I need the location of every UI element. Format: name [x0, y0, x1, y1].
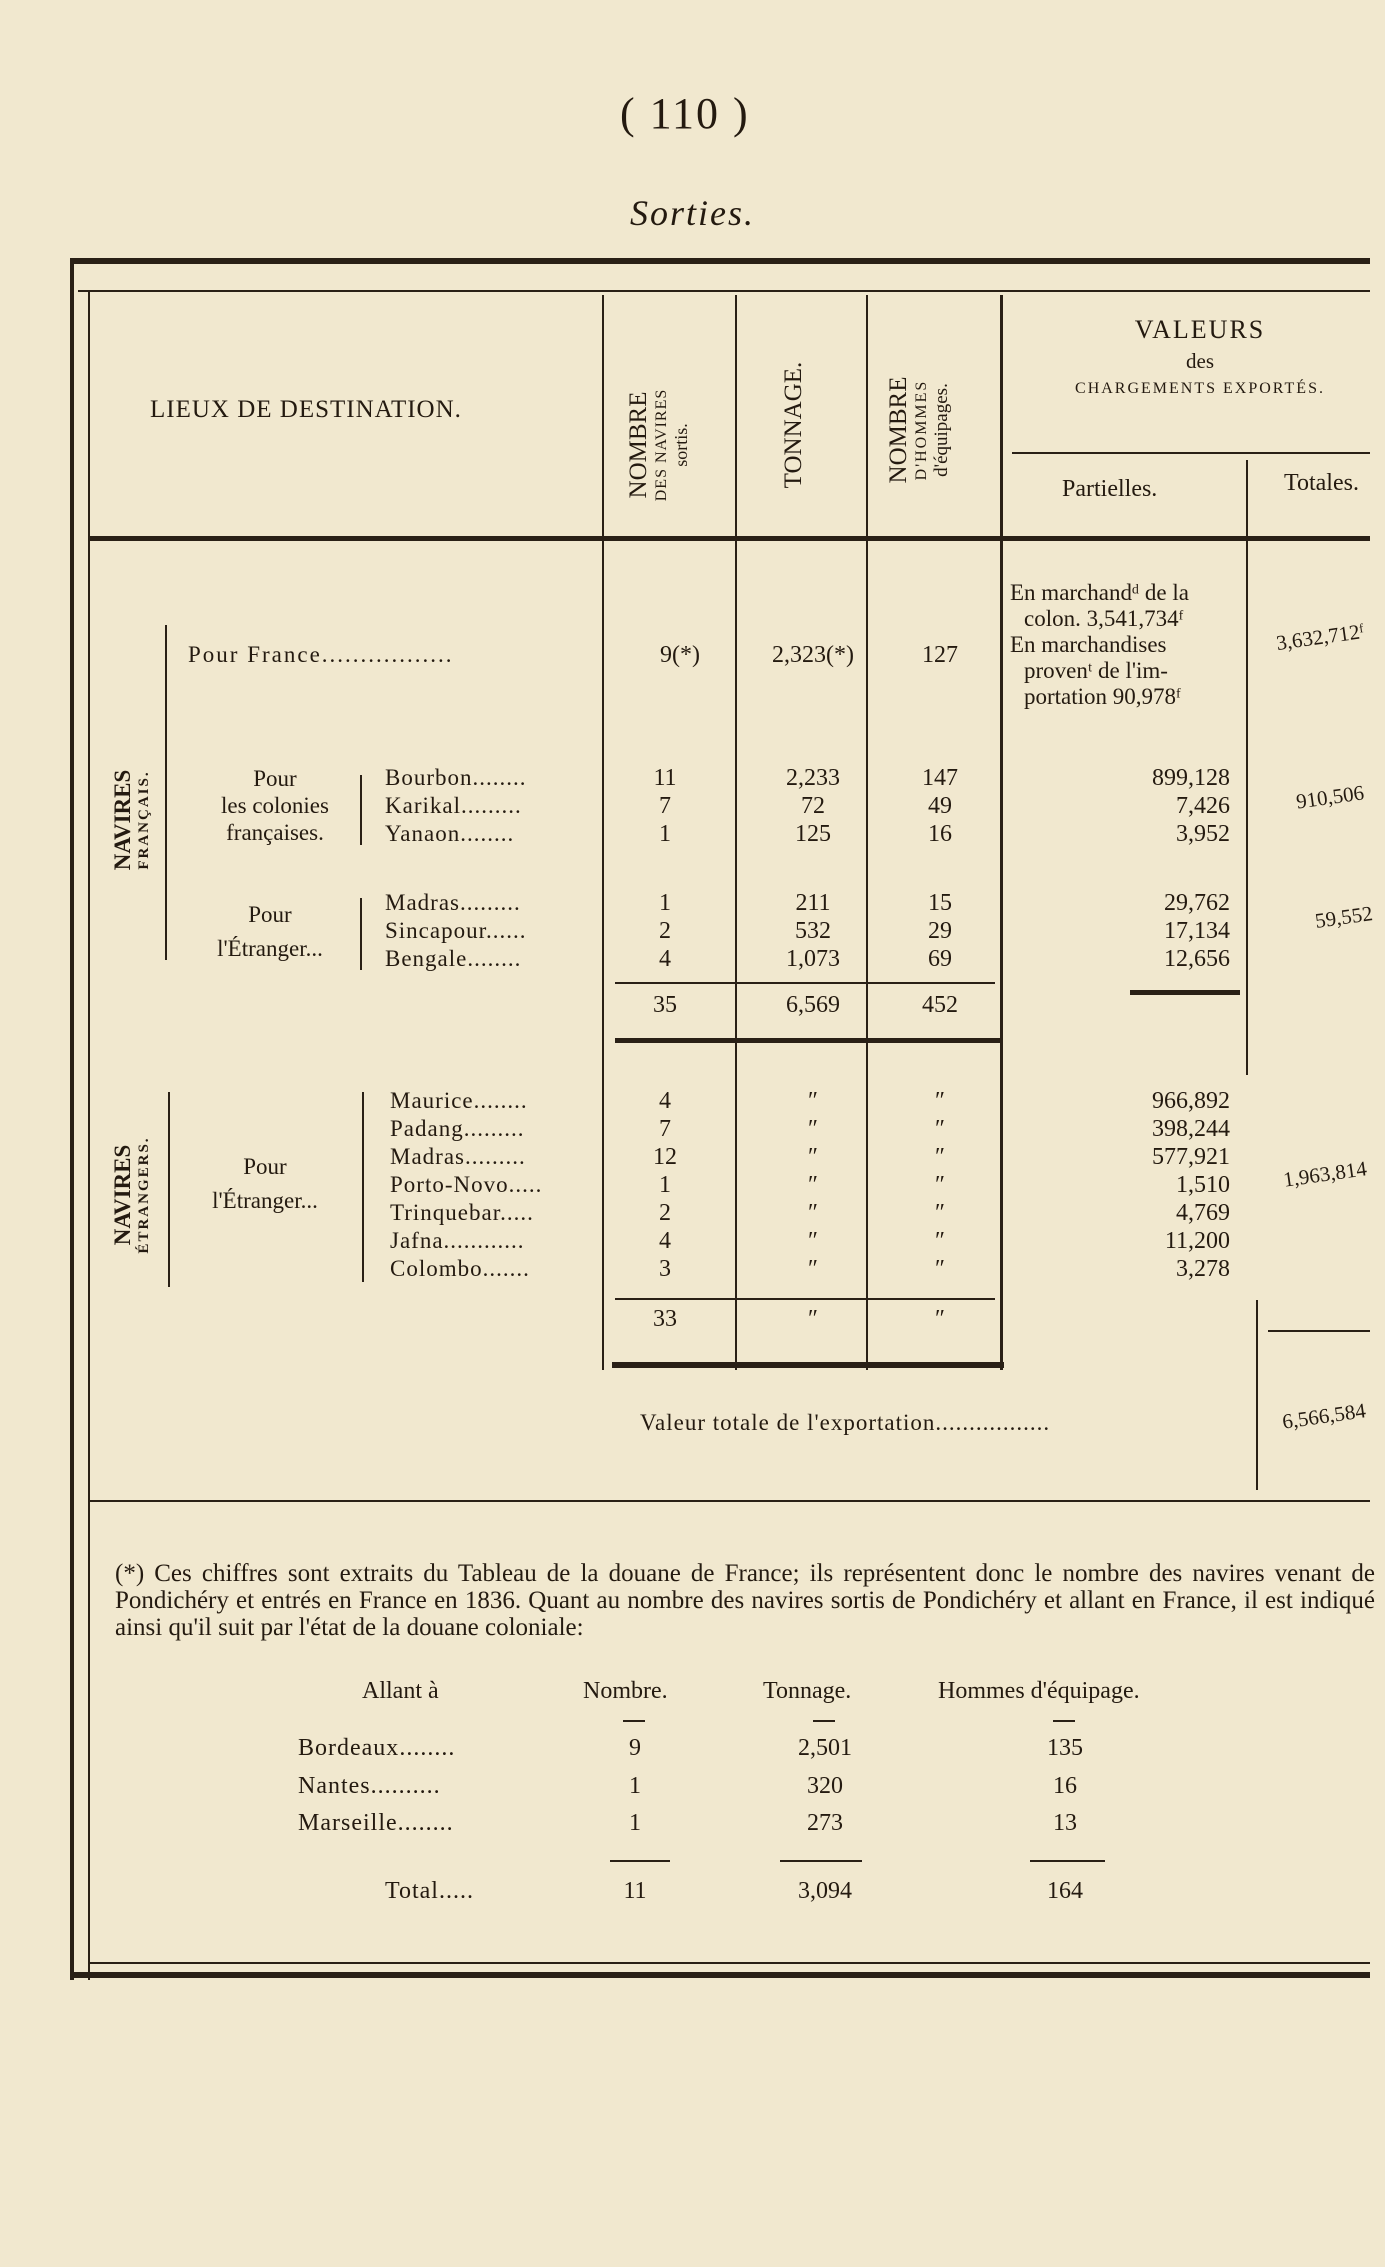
colonies-label: Pour les colonies françaises.	[221, 766, 329, 845]
row-karikal-valeur: 7,426	[1176, 793, 1230, 819]
subtotal-et-tonnage: ″	[808, 1306, 818, 1332]
row-yanaon-valeur: 3,952	[1176, 821, 1230, 847]
col-sep-4	[1000, 295, 1003, 1370]
sub-header-tonnage: Tonnage.	[763, 1678, 852, 1704]
row-bengale-navires: 4	[659, 946, 671, 972]
brace-francais	[165, 625, 167, 960]
row-madras-fr-valeur: 29,762	[1164, 890, 1230, 916]
sub-row-nantes-tonnage: 320	[807, 1773, 843, 1799]
row-france-tonnage: 2,323(*)	[772, 642, 854, 668]
row-madras-fr-hommes: 15	[928, 890, 952, 916]
header-destination: LIEUX DE DESTINATION.	[150, 396, 462, 423]
sub-total-hommes: 164	[1047, 1878, 1083, 1904]
row-trinquebar-lieu: Trinquebar.....	[390, 1200, 534, 1225]
table-bottom-border	[70, 1972, 1370, 1978]
table-bottom-border-thin	[88, 1962, 1370, 1964]
sub-row-marseille-nombre: 1	[629, 1810, 641, 1836]
row-maurice-valeur: 966,892	[1152, 1088, 1230, 1114]
table-body-bottom-rule	[90, 1500, 1370, 1502]
header-totales: Totales.	[1284, 470, 1359, 496]
brace-etrangers	[168, 1092, 170, 1287]
row-sincapour-tonnage: 532	[795, 918, 831, 944]
row-jafna-lieu: Jafna............	[390, 1228, 525, 1253]
valeurs-rule	[1012, 452, 1370, 454]
row-colombo-lieu: Colombo.......	[390, 1256, 530, 1281]
colonies-brace	[360, 775, 362, 845]
row-sincapour-valeur: 17,134	[1164, 918, 1230, 944]
row-jafna-hommes: ″	[935, 1228, 945, 1254]
row-bengale-lieu: Bengale........	[385, 946, 522, 971]
row-colombo-hommes: ″	[935, 1256, 945, 1282]
row-yanaon-lieu: Yanaon........	[385, 821, 515, 846]
subtotal-fr-navires: 35	[653, 992, 677, 1018]
table-left-border-inner	[88, 290, 90, 1980]
row-france-partielles: En marchandᵈ de la colon. 3,541,734ᶠ En marchandises provenᵗ de l'im- portation 90,978ᶠ	[1010, 580, 1189, 709]
row-bengale-tonnage: 1,073	[786, 946, 840, 972]
etranger-et-brace	[362, 1092, 364, 1282]
row-trinquebar-valeur: 4,769	[1176, 1200, 1230, 1226]
row-colombo-navires: 3	[659, 1256, 671, 1282]
sub-header-hommes: Hommes d'équipage.	[938, 1678, 1140, 1704]
row-france-navires: 9(*)	[660, 642, 700, 668]
row-france-hommes: 127	[922, 642, 958, 668]
group-separator	[615, 1038, 1000, 1043]
group-navires-etrangers: NAVIRES ÉTRANGERS.	[110, 1136, 152, 1254]
sub-dash-3	[1053, 1720, 1075, 1722]
group-navires-francais: NAVIRES FRANÇAIS.	[110, 769, 152, 871]
row-madras-et-valeur: 577,921	[1152, 1144, 1230, 1170]
sub-total-rule-3	[1030, 1860, 1105, 1862]
table-top-border	[70, 258, 1370, 264]
colonies-total: 910,506	[1294, 780, 1366, 814]
row-yanaon-tonnage: 125	[795, 821, 831, 847]
row-porto-novo-valeur: 1,510	[1176, 1172, 1230, 1198]
row-bourbon-lieu: Bourbon........	[385, 765, 527, 790]
row-yanaon-hommes: 16	[928, 821, 952, 847]
row-padang-tonnage: ″	[808, 1116, 818, 1142]
sub-row-marseille-tonnage: 273	[807, 1810, 843, 1836]
row-padang-hommes: ″	[935, 1116, 945, 1142]
row-jafna-valeur: 11,200	[1164, 1228, 1230, 1254]
sub-row-nantes-hommes: 16	[1053, 1773, 1077, 1799]
header-partielles: Partielles.	[1062, 476, 1158, 502]
sub-total-label: Total.....	[385, 1878, 474, 1904]
sub-row-bordeaux-lieu: Bordeaux........	[298, 1735, 456, 1761]
row-padang-navires: 7	[659, 1116, 671, 1142]
sub-row-nantes-nombre: 1	[629, 1773, 641, 1799]
sub-row-nantes-lieu: Nantes..........	[298, 1773, 441, 1799]
sub-total-nombre: 11	[623, 1878, 647, 1904]
page-number: ( 110 )	[620, 89, 750, 138]
row-porto-novo-hommes: ″	[935, 1172, 945, 1198]
row-madras-et-hommes: ″	[935, 1144, 945, 1170]
row-sincapour-hommes: 29	[928, 918, 952, 944]
subtotal-et-hommes: ″	[935, 1306, 945, 1332]
sub-row-bordeaux-tonnage: 2,501	[798, 1735, 852, 1761]
etranger-et-label: Pour l'Étranger...	[212, 1154, 318, 1213]
header-valeurs: VALEURS des CHARGEMENTS EXPORTÉS.	[1075, 315, 1325, 397]
subtotal-fr-hommes: 452	[922, 992, 958, 1018]
sub-row-marseille-lieu: Marseille........	[298, 1810, 454, 1836]
row-madras-fr-navires: 1	[659, 890, 671, 916]
sub-row-marseille-hommes: 13	[1053, 1810, 1077, 1836]
valeur-totale-label: Valeur totale de l'exportation.................	[640, 1410, 1051, 1435]
row-madras-fr-lieu: Madras.........	[385, 890, 521, 915]
col-sep-6	[1256, 1300, 1258, 1490]
sub-header-nombre: Nombre.	[583, 1678, 668, 1704]
sub-total-tonnage: 3,094	[798, 1878, 852, 1904]
sub-row-bordeaux-nombre: 9	[629, 1735, 641, 1761]
row-sincapour-navires: 2	[659, 918, 671, 944]
etranger-fr-label: Pour l'Étranger...	[217, 902, 323, 961]
subtotal-fr-tonnage: 6,569	[786, 992, 840, 1018]
header-rule	[90, 536, 1370, 541]
table-top-border-thin	[78, 290, 1370, 292]
sub-row-bordeaux-hommes: 135	[1047, 1735, 1083, 1761]
row-bengale-hommes: 69	[928, 946, 952, 972]
row-maurice-lieu: Maurice........	[390, 1088, 528, 1113]
row-bourbon-hommes: 147	[922, 765, 958, 791]
row-jafna-navires: 4	[659, 1228, 671, 1254]
header-nombre-navires: NOMBRE DES NAVIRES sortis.	[625, 388, 691, 502]
row-madras-et-tonnage: ″	[808, 1144, 818, 1170]
sub-dash-2	[813, 1720, 835, 1722]
footnote: (*) Ces chiffres sont extraits du Tableau de la douane de France; ils représentent donc le nombre des navires venant de Pondichéry et entrés en France en 1836. Quant au nombre des navires sortis de Pondichéry et allant en France, il est indiqué ainsi qu'il suit par l'état de la douane coloniale:	[115, 1560, 1375, 1641]
page-title: Sorties.	[629, 193, 755, 233]
row-trinquebar-navires: 2	[659, 1200, 671, 1226]
row-jafna-tonnage: ″	[808, 1228, 818, 1254]
row-bourbon-navires: 11	[653, 765, 677, 791]
header-tonnage: TONNAGE.	[780, 361, 807, 489]
row-karikal-navires: 7	[659, 793, 671, 819]
row-trinquebar-tonnage: ″	[808, 1200, 818, 1226]
sub-dash-1	[623, 1720, 645, 1722]
row-trinquebar-hommes: ″	[935, 1200, 945, 1226]
subtotal-et-rule	[615, 1298, 995, 1300]
totales-end-rule	[1268, 1330, 1370, 1332]
row-padang-lieu: Padang.........	[390, 1116, 525, 1141]
row-maurice-hommes: ″	[935, 1088, 945, 1114]
row-bourbon-tonnage: 2,233	[786, 765, 840, 791]
row-karikal-lieu: Karikal.........	[385, 793, 522, 818]
row-porto-novo-navires: 1	[659, 1172, 671, 1198]
subtotal-et-navires: 33	[653, 1306, 677, 1332]
row-madras-et-lieu: Madras.........	[390, 1144, 526, 1169]
row-bengale-valeur: 12,656	[1164, 946, 1230, 972]
etranger-fr-total: 59,552	[1313, 901, 1375, 933]
table-left-border	[70, 258, 74, 1980]
col-sep-5	[1246, 460, 1248, 1075]
valeur-fr-rule	[1130, 990, 1240, 995]
etranger-fr-brace	[360, 898, 362, 970]
valeur-totale: 6,566,584	[1280, 1398, 1368, 1434]
row-colombo-tonnage: ″	[808, 1256, 818, 1282]
sub-header-allant: Allant à	[362, 1678, 439, 1704]
row-padang-valeur: 398,244	[1152, 1116, 1230, 1142]
col-sep-2	[735, 295, 737, 1370]
row-karikal-tonnage: 72	[801, 793, 825, 819]
row-france-total: 3,632,712ᶠ	[1274, 618, 1366, 656]
row-madras-fr-tonnage: 211	[795, 890, 831, 916]
sub-total-rule-1	[610, 1860, 670, 1862]
row-porto-novo-lieu: Porto-Novo.....	[390, 1172, 543, 1197]
table-end-rule	[612, 1362, 1004, 1368]
col-sep-1	[602, 295, 604, 1370]
row-maurice-navires: 4	[659, 1088, 671, 1114]
row-porto-novo-tonnage: ″	[808, 1172, 818, 1198]
sub-total-rule-2	[780, 1860, 862, 1862]
row-karikal-hommes: 49	[928, 793, 952, 819]
row-maurice-tonnage: ″	[808, 1088, 818, 1114]
row-colombo-valeur: 3,278	[1176, 1256, 1230, 1282]
etranger-et-total: 1,963,814	[1281, 1156, 1369, 1192]
row-sincapour-lieu: Sincapour......	[385, 918, 527, 943]
subtotal-fr-rule	[615, 982, 995, 984]
row-france-label: Pour France.................	[188, 642, 454, 667]
row-bourbon-valeur: 899,128	[1152, 765, 1230, 791]
row-yanaon-navires: 1	[659, 821, 671, 847]
row-madras-et-navires: 12	[653, 1144, 677, 1170]
header-hommes: NOMBRE D'HOMMES d'équipages.	[885, 376, 952, 484]
